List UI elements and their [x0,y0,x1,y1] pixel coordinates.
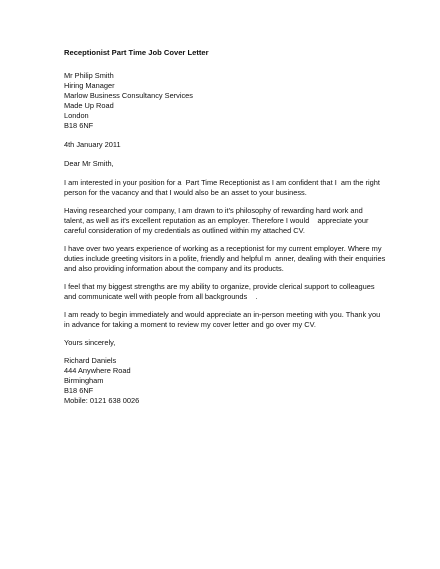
paragraph-line: careful consideration of my credentials as outlined within my attached CV. [64,226,305,235]
paragraph-line: and also providing information about the company and its products. [64,264,284,273]
paragraph-line: Having researched your company, I am drawn to it's philosophy of rewarding hard work and [64,206,363,215]
closing-text: Yours sincerely, [64,338,116,347]
recipient-street: Made Up Road [64,101,114,110]
date-text: 4th January 2011 [64,140,121,149]
sender-mobile: Mobile: 0121 638 0026 [64,396,140,405]
body-paragraph-2 [64,206,404,236]
paragraph-line: talent, as well as it's excellent reputation as an employer. Therefore I would appreciate your [64,216,369,225]
recipient-company: Marlow Business Consultancy Services [64,91,193,100]
paragraph-line: I have over two years experience of working as a receptionist for my current employer. Where my [64,244,382,253]
body-paragraph-3 [64,244,404,274]
paragraph-line: in advance for taking a moment to review my cover letter and go over my CV. [64,320,316,329]
recipient-name: Mr Philip Smith [64,71,114,80]
recipient-address [64,71,404,131]
paragraph-line: person for the vacancy and that I would also be an asset to your business. [64,188,307,197]
salutation-text: Dear Mr Smith, [64,159,114,168]
letter-closing [64,338,404,348]
letter-date [64,140,404,150]
letter-title: Receptionist Part Time Job Cover Letter [64,48,209,57]
sender-name: Richard Daniels [64,356,117,365]
sender-details [64,356,404,406]
sender-city: Birmingham [64,376,104,385]
body-paragraph-4 [64,282,404,302]
paragraph-line: I am ready to begin immediately and would appreciate an in-person meeting with you. Thank you [64,310,381,319]
paragraph-line: I am interested in your position for a Part Time Receptionist as I am confident that I am the right [64,178,380,187]
recipient-job-title: Hiring Manager [64,81,115,90]
recipient-city: London [64,111,89,120]
paragraph-line: duties include greeting visitors in a polite, friendly and helpful m anner, dealing with their enquiries [64,254,386,263]
recipient-postcode: B18 6NF [64,121,94,130]
paragraph-line: and communicate well with people from all backgrounds . [64,292,258,301]
cover-letter-page [64,48,404,415]
paragraph-line: I feel that my biggest strengths are my ability to organize, provide clerical support to colleagues [64,282,375,291]
sender-postcode: B18 6NF [64,386,94,395]
body-paragraph-1 [64,178,404,198]
sender-street: 444 Anywhere Road [64,366,131,375]
body-paragraph-5 [64,310,404,330]
letter-salutation [64,159,404,169]
